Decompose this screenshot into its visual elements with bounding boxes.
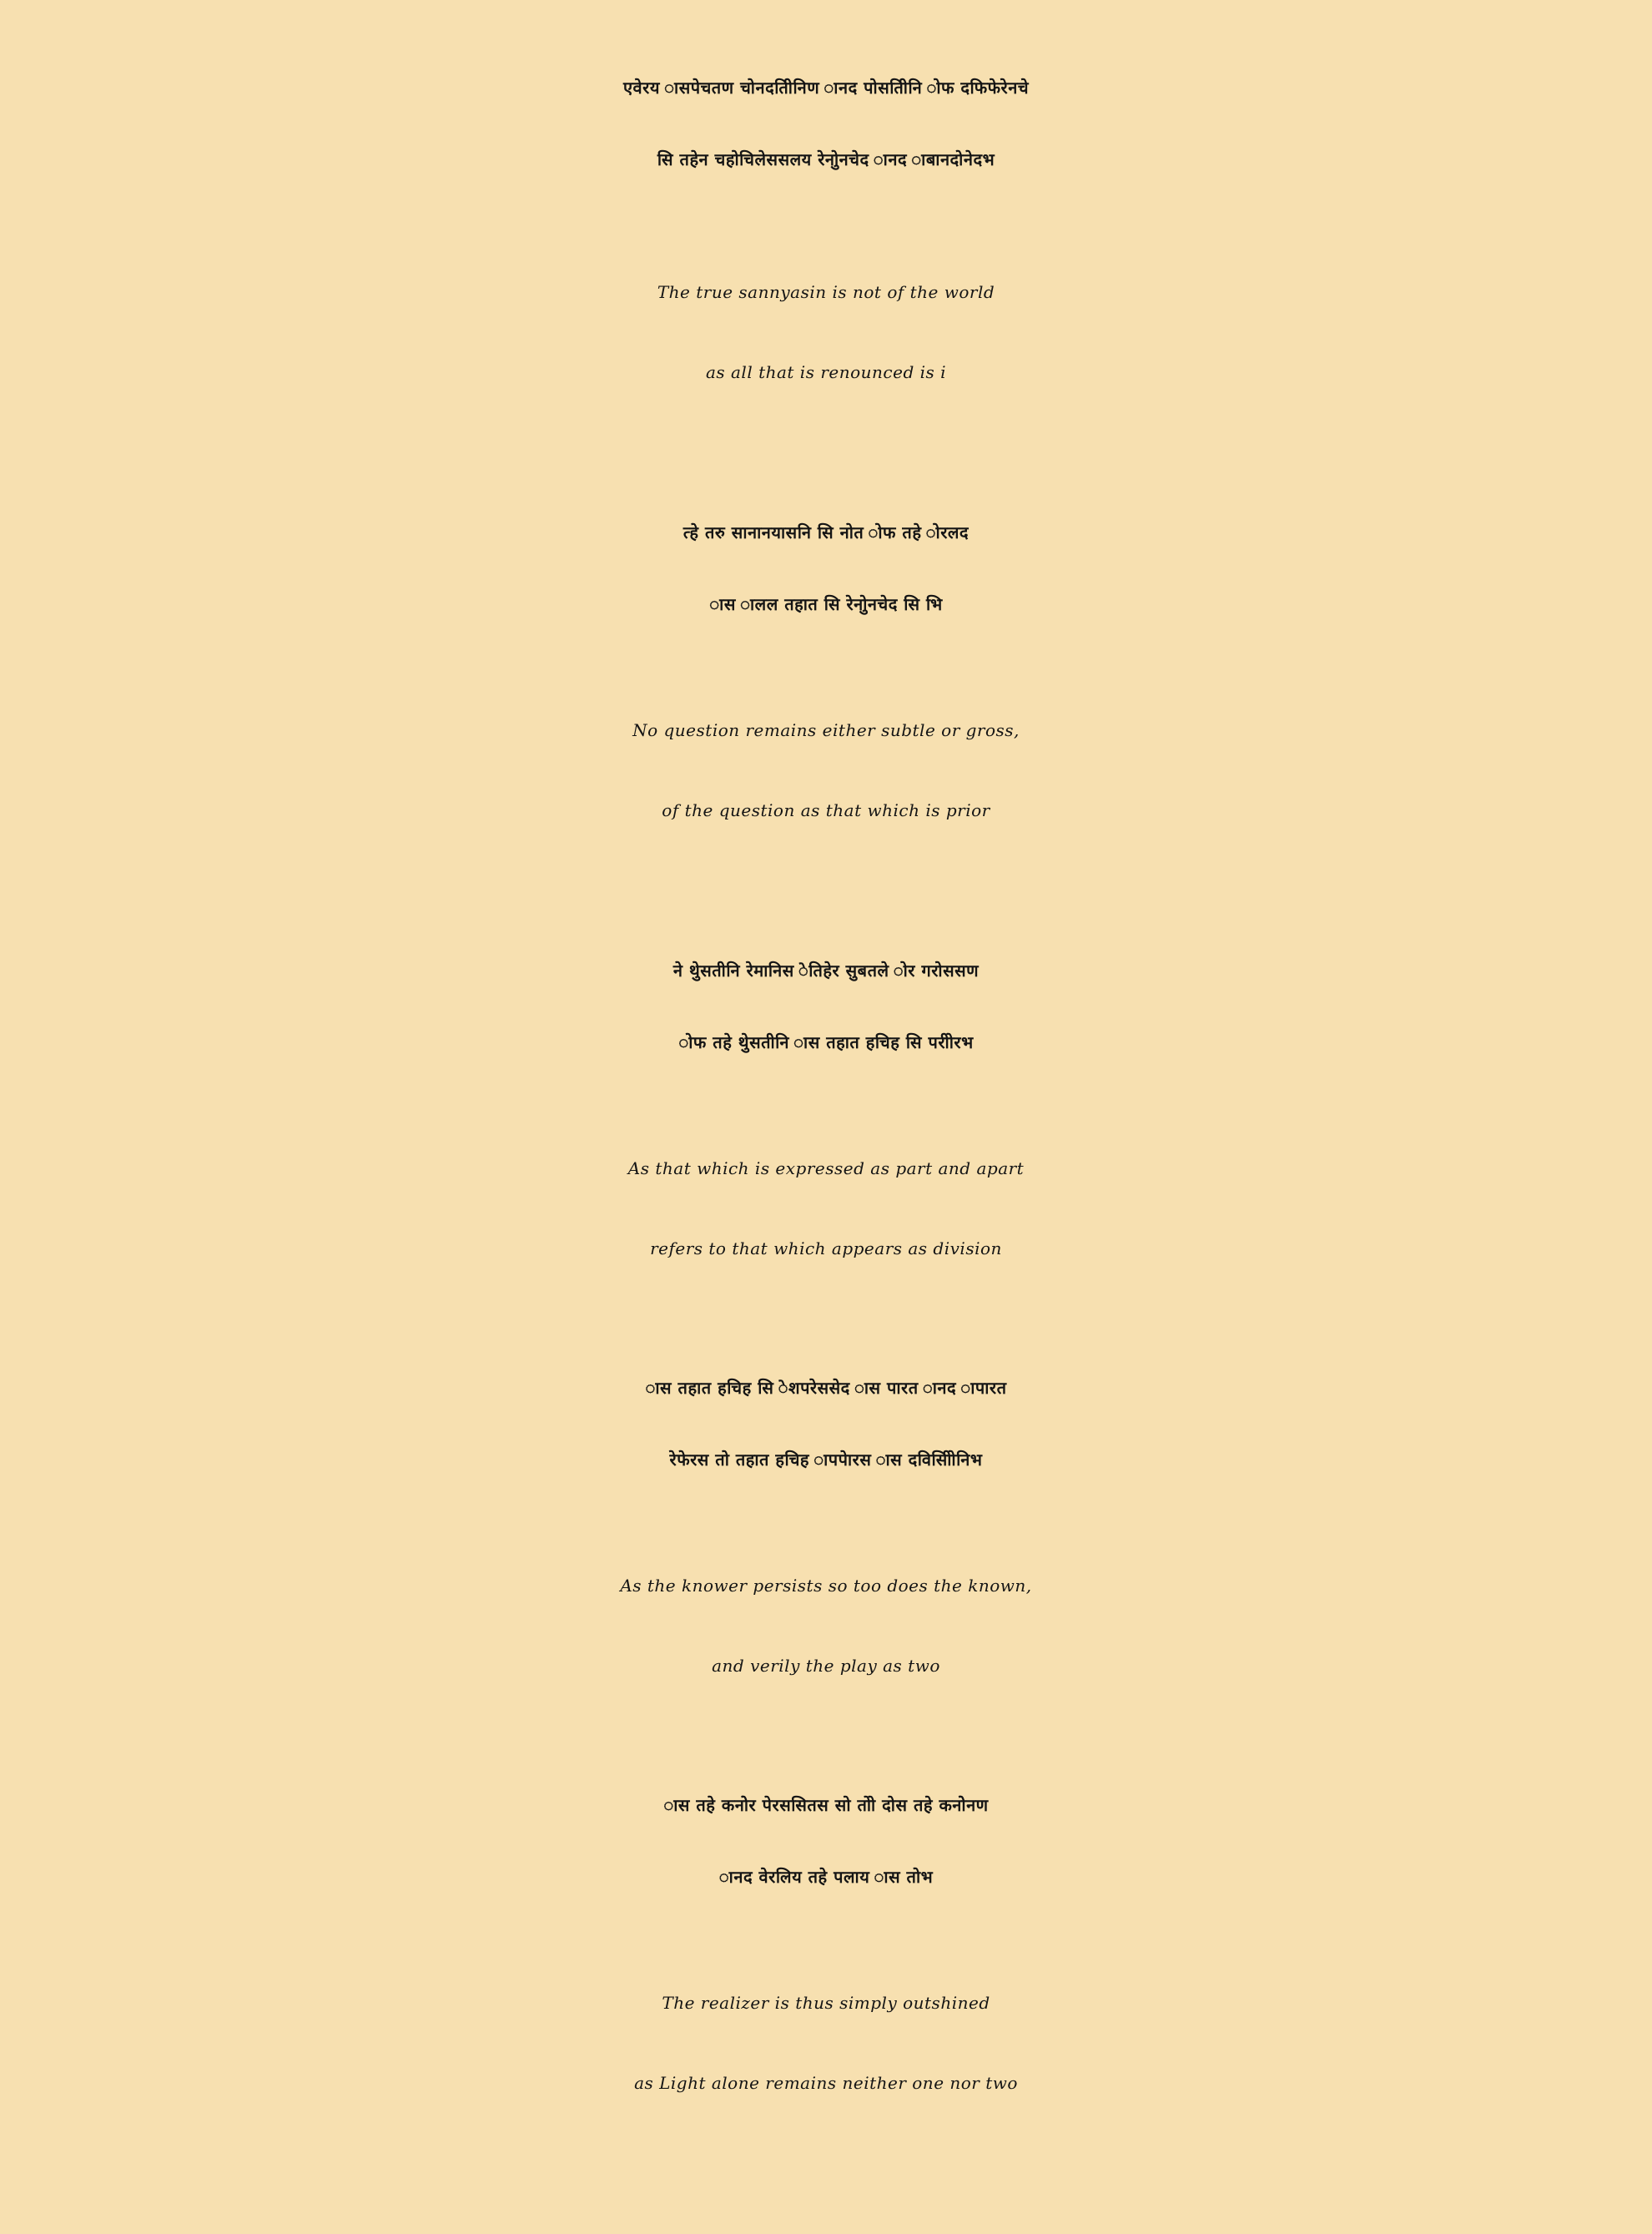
stanza-1-english — [0, 252, 1652, 412]
poem-line: ास तहे कनोेर पेरससितस सो तोो दोस तहे कनोेनण — [663, 1795, 989, 1815]
poem-line: As the knower persists so too does the known, — [620, 1576, 1032, 1596]
poem-line: एवेरय ासपेचतण चोनदतिीनिण ानद पोसतिीनि ोफ दफिफेरेनचे — [622, 78, 1030, 98]
poem-line: ानद वेरलिय तहे पलाय ास तोभ — [718, 1867, 934, 1887]
poem-line: त्हे तरु सानानयासनि सि नोत ोफ तहे ोरलद — [682, 522, 970, 542]
poem-line: रेफेरस तो तहात हचिह ापपेारस ास दविसीिोनिभ — [669, 1450, 983, 1470]
stanza-1-devanagari — [0, 52, 1652, 195]
poem-line: ास तहात हचिह सि ेशपरेससेद ास पारत ानद ापारत — [645, 1378, 1007, 1398]
poem-line: and verily the play as two — [712, 1656, 940, 1676]
stanza-2-devanagari — [0, 497, 1652, 640]
poem-line: of the question as that which is prior — [662, 800, 990, 820]
stanza-4-english — [0, 1546, 1652, 1706]
stanza-3-devanagari — [0, 935, 1652, 1078]
poem-line: As that which is expressed as part and apart — [627, 1158, 1025, 1178]
poem-line: The true sannyasin is not of the world — [657, 282, 995, 302]
poem-line: ने थुेसतीनि रेमानिस ेतिहेर सुबतले ोर गरोससण — [672, 961, 980, 981]
stanza-5-english — [0, 1963, 1652, 2123]
stanza-5-devanagari — [0, 1769, 1652, 1913]
poem-line: सि तहेन चहोचिलेससलय रेनोुनचेद ानद ाबानदोनेदभ — [657, 149, 995, 169]
poem-line: No question remains either subtle or gross, — [632, 720, 1020, 740]
poem-line: ास ालल तहात सि रेनोुनचेद सि भि — [709, 594, 943, 614]
poem-line: as Light alone remains neither one nor two — [634, 2073, 1018, 2093]
stanza-4-devanagari — [0, 1352, 1652, 1495]
poem-line: as all that is renounced is i — [705, 362, 947, 382]
stanza-2-english — [0, 690, 1652, 850]
poem-line: The realizer is thus simply outshined — [662, 1993, 990, 2013]
poem-line: refers to that which appears as division — [650, 1238, 1002, 1258]
stanza-3-english — [0, 1128, 1652, 1288]
poem-line: ोफ तहे थुेसतीनि ास तहात हचिह सि परीोरभ — [678, 1032, 974, 1052]
